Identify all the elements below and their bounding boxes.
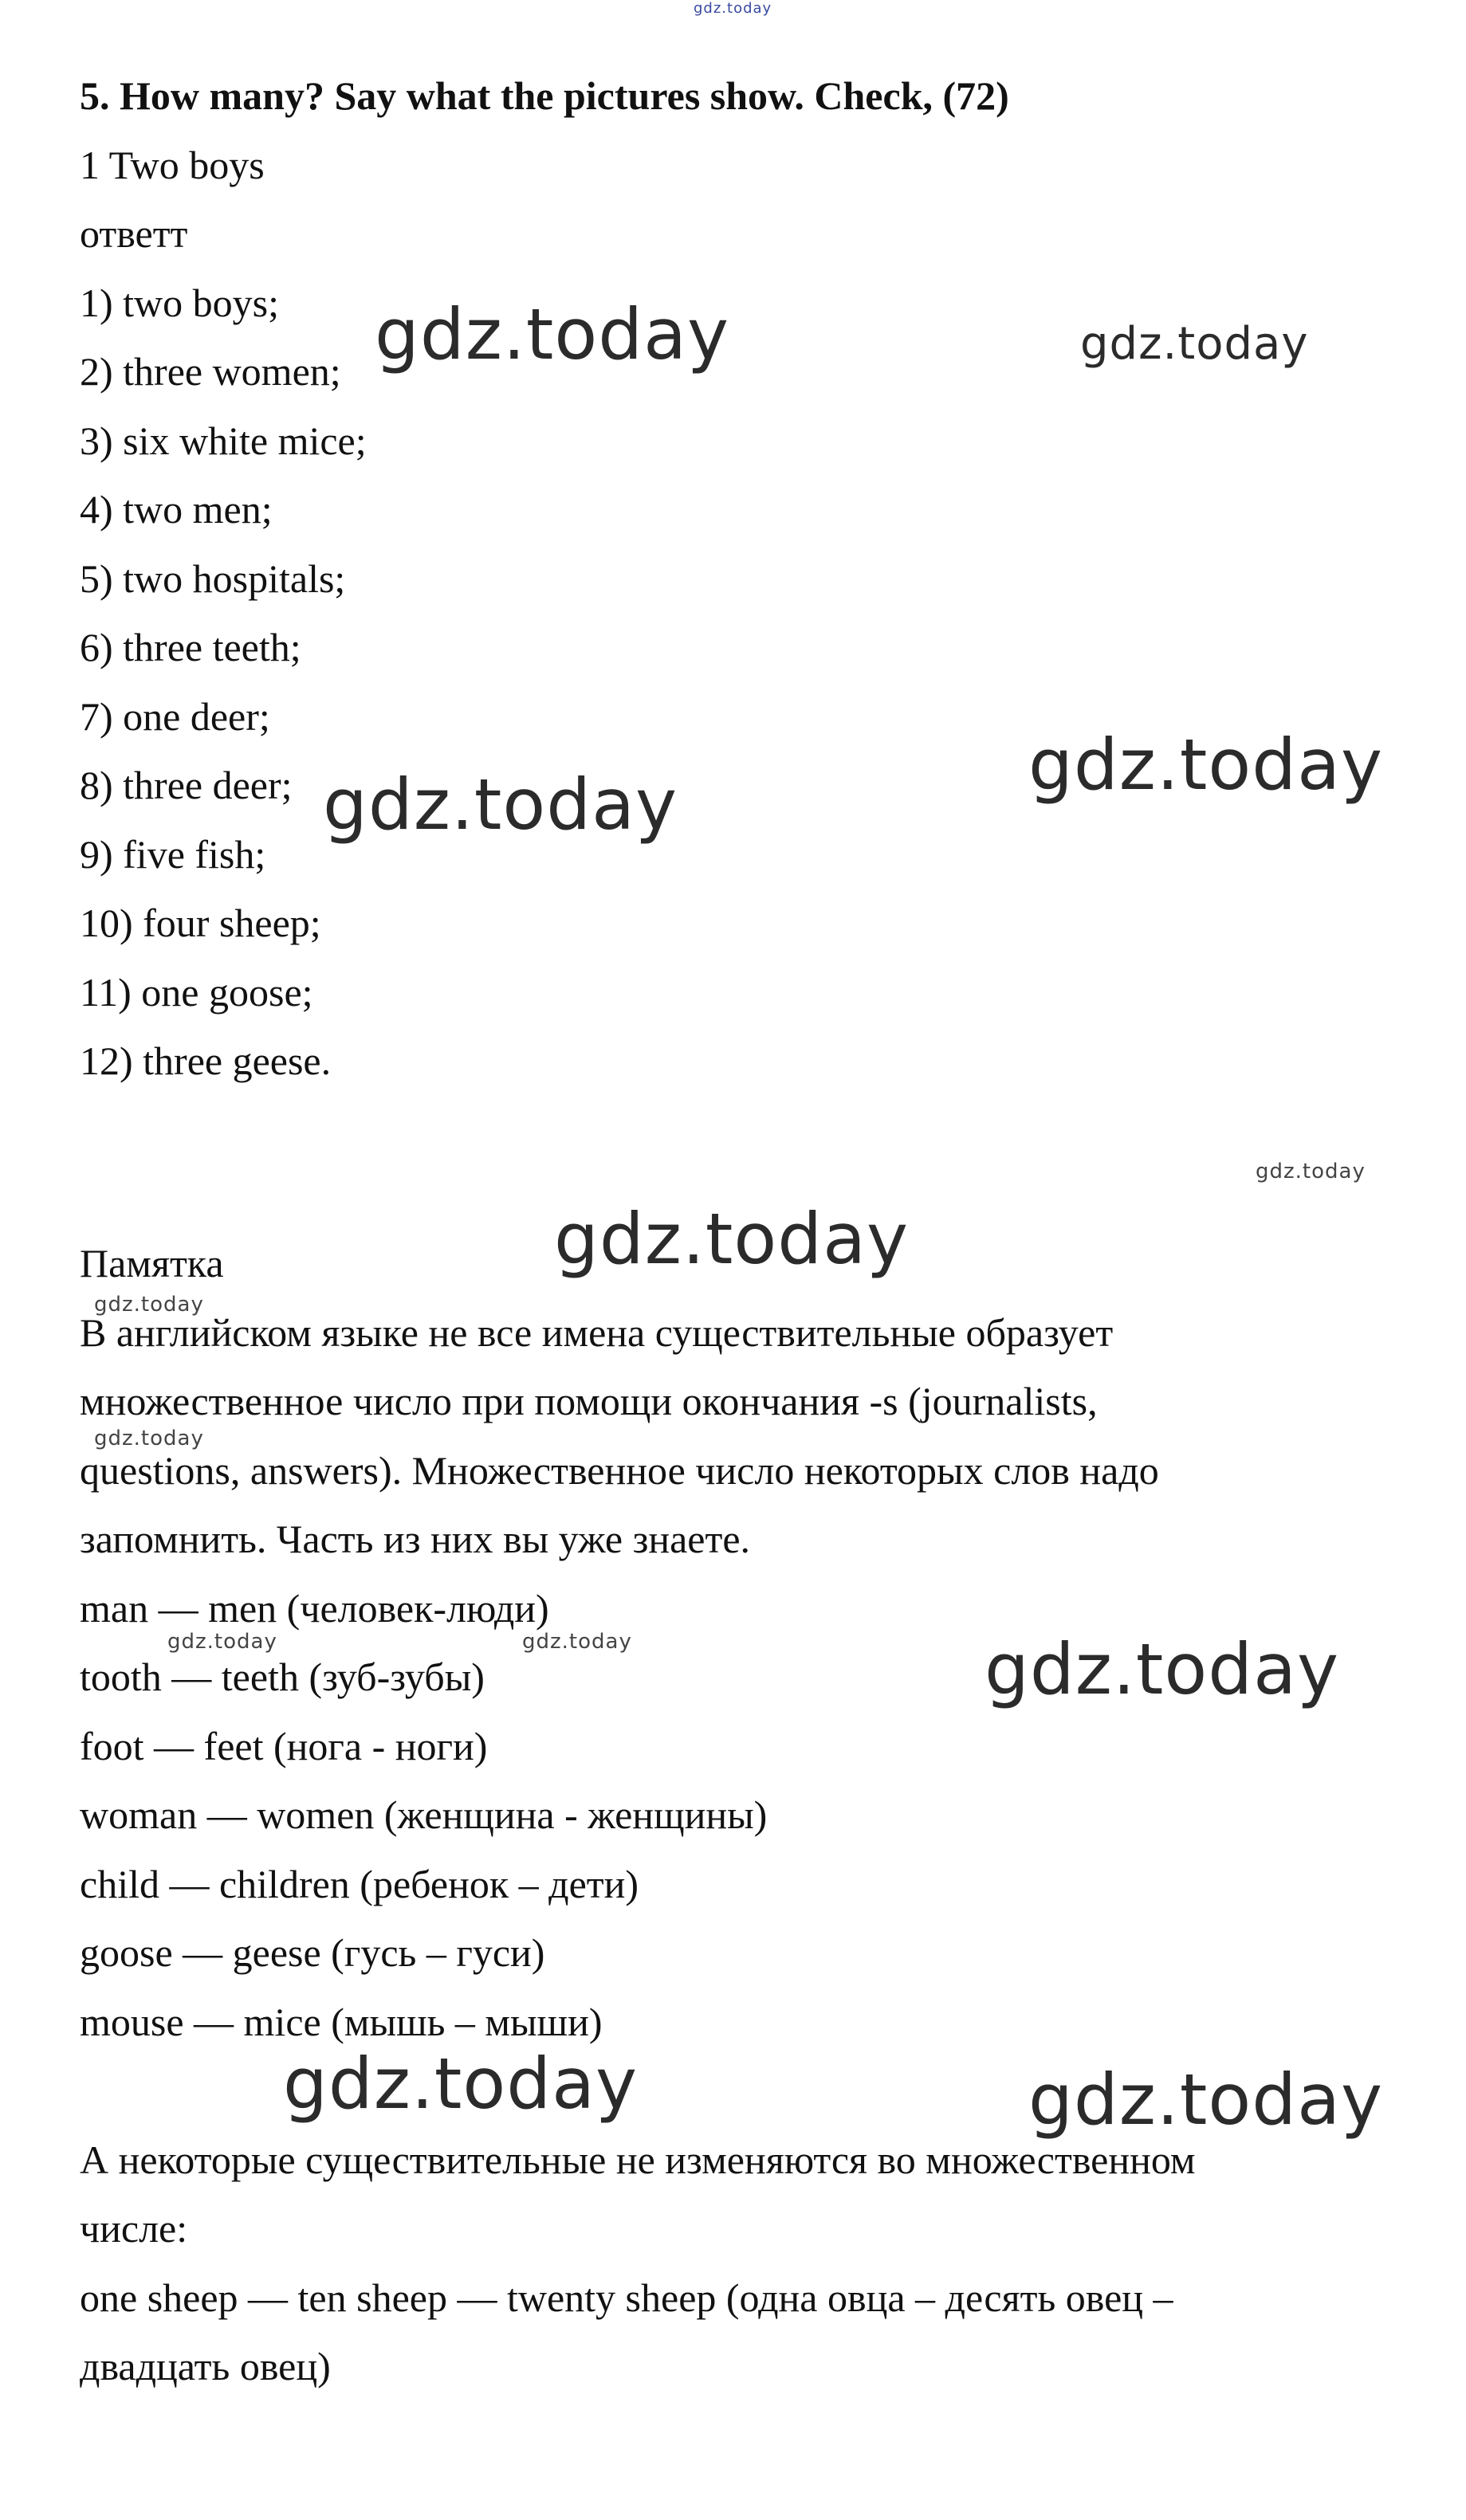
- plural-item: woman — women (женщина - женщины): [80, 1792, 768, 1837]
- answer-item: 9) five fish;: [80, 832, 266, 877]
- answer-item: 1) two boys;: [80, 281, 279, 325]
- answer-item: 2) three women;: [80, 349, 341, 394]
- watermark: gdz.today: [283, 2043, 639, 2125]
- plural-item: child — children (ребенок – дети): [80, 1862, 639, 1906]
- answer-item: 11) one goose;: [80, 970, 313, 1015]
- memo-intro-line: множественное число при помощи окончания -s (journalists,: [80, 1379, 1098, 1423]
- memo-unchanged-line: А некоторые существительные не изменяются во множественном: [80, 2137, 1196, 2182]
- watermark: gdz.today: [522, 1630, 632, 1654]
- plural-item: mouse — mice (мышь – мыши): [80, 2000, 603, 2044]
- memo-unchanged-line: числе:: [80, 2206, 188, 2251]
- watermark: gdz.today: [1080, 318, 1309, 370]
- answer-item: 6) three teeth;: [80, 625, 301, 669]
- plural-item: goose — geese (гусь – гуси): [80, 1930, 545, 1975]
- plural-item: tooth — teeth (зуб-зубы): [80, 1654, 485, 1699]
- watermark: gdz.today: [1256, 1160, 1366, 1183]
- memo-intro-line: В английском языке не все имена существительные образует: [80, 1310, 1114, 1355]
- answer-label: ответт: [80, 211, 188, 256]
- watermark: gdz.today: [1028, 724, 1384, 806]
- memo-intro-line: запомнить. Часть из них вы уже знаете.: [80, 1517, 751, 1561]
- watermark: gdz.today: [94, 1293, 204, 1317]
- memo-intro-line: questions, answers). Множественное число некоторых слов надо: [80, 1448, 1159, 1493]
- memo-unchanged-line: двадцать овец): [80, 2344, 331, 2389]
- answer-item: 7) one deer;: [80, 694, 270, 739]
- memo-title: Памятка: [80, 1241, 224, 1286]
- watermark: gdz.today: [985, 1628, 1340, 1710]
- answer-item: 12) three geese.: [80, 1038, 332, 1083]
- watermark: gdz.today: [554, 1198, 910, 1280]
- exercise-example: 1 Two boys: [80, 143, 265, 187]
- watermark: gdz.today: [1028, 2059, 1384, 2141]
- watermark: gdz.today: [94, 1427, 204, 1450]
- memo-unchanged-line: one sheep — ten sheep — twenty sheep (одна овца – десять овец –: [80, 2275, 1173, 2320]
- watermark: gdz.today: [323, 763, 678, 846]
- exercise-heading: 5. How many? Say what the pictures show. Check, (72): [80, 73, 1009, 118]
- answer-item: 4) two men;: [80, 487, 273, 532]
- plural-item: man — men (человек-люди): [80, 1586, 549, 1631]
- watermark: gdz.today: [375, 293, 730, 375]
- watermark-top: gdz.today: [694, 0, 772, 17]
- answer-item: 10) four sheep;: [80, 901, 321, 945]
- watermark: gdz.today: [167, 1630, 277, 1654]
- answer-item: 8) three deer;: [80, 763, 293, 807]
- answer-item: 3) six white mice;: [80, 418, 367, 463]
- plural-item: foot — feet (нога - ноги): [80, 1724, 488, 1768]
- answer-item: 5) two hospitals;: [80, 556, 346, 601]
